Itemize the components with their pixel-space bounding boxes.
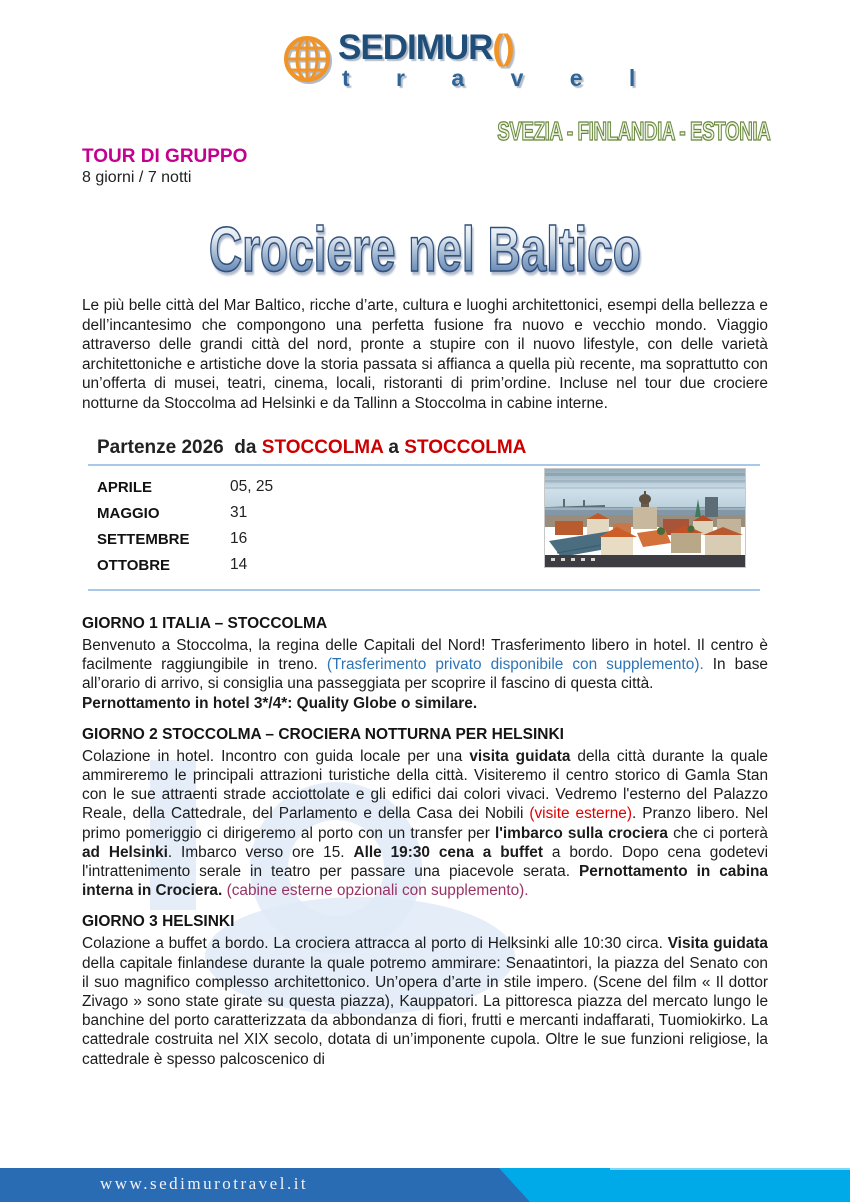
day-block-2 [82, 725, 768, 901]
departures-to: STOCCOLMA [404, 437, 527, 458]
tour-type-label: TOUR DI GRUPPO [82, 146, 248, 167]
month-label: APRILE [97, 478, 153, 496]
divider-bottom [88, 589, 760, 591]
month-label: MAGGIO [97, 504, 160, 522]
month-label: OTTOBRE [97, 556, 171, 574]
footer-accent-line [610, 1168, 850, 1170]
day-body: Benvenuto a Stoccolma, la regina delle Capitali del Nord! Trasferimento libero in hotel. Il centro è facilmente raggiungibile in treno. (Trasferimento privato disponibile con supplemento). In base all’orario di arrivo, si consiglia una passeggiata per scoprire il fascino di questa città. Pernottamento in hotel 3*/4*: Quality Globe o similare. [82, 637, 768, 712]
footer-bar [0, 1168, 850, 1202]
day-body: Colazione a buffet a bordo. La crociera attracca al porto di Helksinki alle 10:30 circa. Visita guidata della capitale finlandese durante la quale potremo ammirare: Senaatintori, la piazza del Senato con il suo magnifico complesso architettonico. Un’opera d’arte in stile impero. (Scene del film « Il dottor Zivago » sono state girate su questa piazza), Kauppatori. La pittoresca piazza del mercato lungo le banchine del porto caratterizzata da abbondanza di fiori, frutti e mercanti indaffarati, Tuomiokirko. La cattedrale costruita nel XIX secolo, dotata di un’imponente cupola. Oltre le sue funzioni religiose, la cattedrale è spesso palcoscenico di [82, 935, 768, 1068]
dates-value: 16 [230, 530, 248, 547]
baltic-city-skyline-photo [544, 468, 746, 568]
dates-value: 14 [230, 556, 248, 573]
brand-name-paren: () [492, 28, 514, 67]
dates-value: 31 [230, 504, 248, 521]
page-title-row [0, 214, 850, 286]
brand-name-text: SEDIMUR [338, 28, 493, 67]
globe-icon [282, 34, 332, 84]
footer-website-link[interactable]: www.sedimurotravel.it [100, 1174, 309, 1193]
day-block-1 [82, 614, 768, 713]
dates-value: 05, 25 [230, 478, 274, 495]
page-title: Crociere nel Baltico [209, 215, 641, 285]
tour-duration: 8 giorni / 7 notti [82, 169, 192, 186]
day-heading: GIORNO 1 ITALIA – STOCCOLMA [82, 615, 328, 632]
brand-subname: t r a v e l [342, 65, 656, 91]
brand-logo [282, 30, 655, 90]
destinations-banner: SVEZIA - FINLANDIA - ESTONIA [496, 116, 770, 146]
brand-name [338, 30, 655, 65]
day-body: Colazione in hotel. Incontro con guida locale per una visita guidata della città durante la quale ammireremo le principali attrazioni turistiche della città. Visiteremo il centro storico di Gamla Stan con le sue attraenti strade acciottolate e gli edifici dai colori vivaci. Vedremo l'esterno del Palazzo Reale, della Cattedrale, del Parlamento e della Casa dei Nobili (visite esterne). Pranzo libero. Nel primo pomeriggio ci dirigeremo al porto con un transfer per l'imbarco sulla crociera che ci porterà ad Helsinki. Imbarco verso ore 15. Alle 19:30 cena a buffet a bordo. Dopo cena godetevi l'intrattenimento serale in teatro per passare una piacevole serata. Pernottamento in cabina interna in Crociera. (cabine esterne opzionali con supplemento). [82, 747, 768, 900]
day-block-3 [82, 912, 768, 1068]
departures-heading-a: a [383, 437, 405, 458]
itinerary-section [82, 614, 768, 1081]
departures-from: STOCCOLMA [261, 437, 384, 458]
departures-heading-da: da [229, 437, 262, 458]
day-heading: GIORNO 3 HELSINKI [82, 913, 235, 931]
intro-paragraph: Le più belle città del Mar Baltico, ricche d’arte, cultura e luoghi architettonici, esempi della bellezza e dell’incantesimo che compongono una perfetta fusione fra nuovo e vecchio mondo. Viaggio attraverso delle grandi città del nord, pronte a stupire con il nuovo lifestyle, con delle varietà architettoniche e artistiche dove la storia passata si affianca a quella più recente, ma soprattutto con un’offerta di musei, teatri, cinema, locali, ristoranti di prim’ordine. Incluse nel tour due crociere notturne da Stoccolma ad Helsinki e da Tallinn a Stoccolma in cabine interne. [82, 297, 768, 412]
day-heading: GIORNO 2 STOCCOLMA – CROCIERA NOTTURNA PER HELSINKI [82, 725, 564, 743]
departures-heading-prefix: Partenze 2026 [97, 437, 224, 458]
month-label: SETTEMBRE [97, 530, 190, 548]
departures-heading [88, 437, 760, 459]
departures-section [88, 437, 760, 591]
